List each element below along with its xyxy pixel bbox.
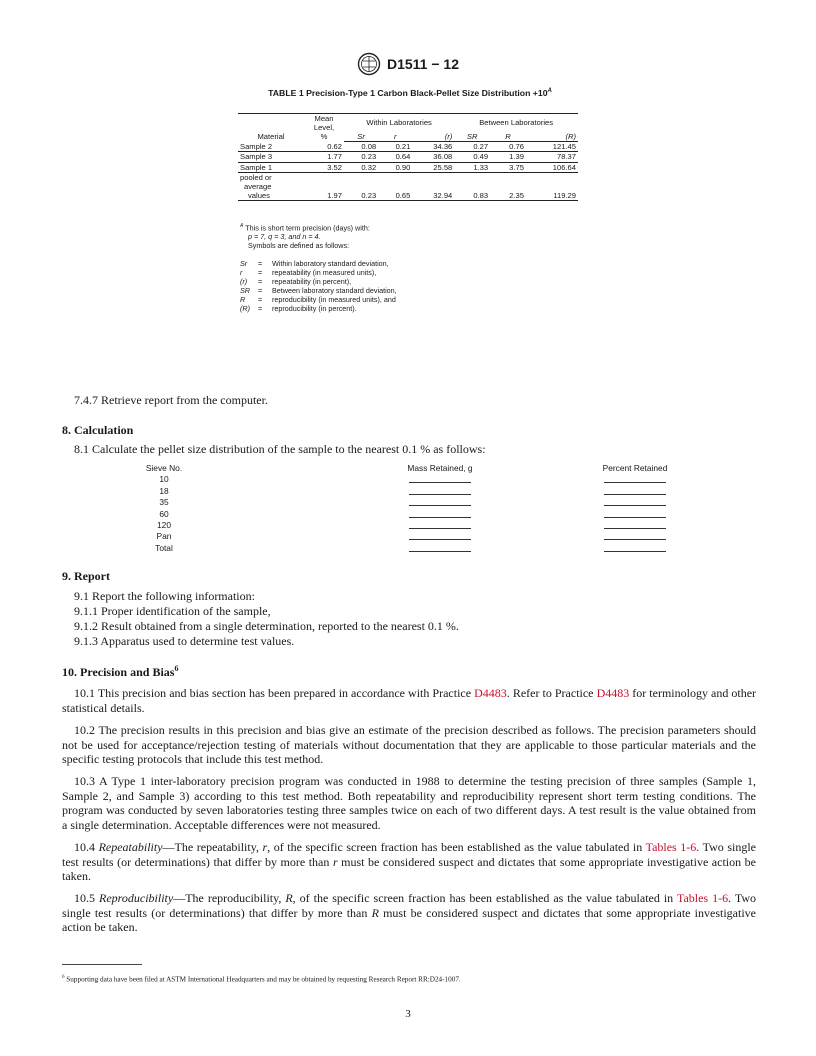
col-SR: SR	[454, 128, 490, 142]
symbol-row	[240, 259, 580, 268]
mass-blank-line	[409, 474, 471, 483]
p10-5-symbol: R	[285, 891, 293, 905]
sieve-no: 35	[159, 497, 169, 508]
p10-4-num: 10.4	[74, 840, 99, 854]
p10-5-text-b: , of the specific screen fraction has been established as the value tabulated in	[292, 891, 677, 905]
pooled-label-line1: pooled or	[240, 172, 272, 182]
cell-sr: 0.32	[344, 162, 378, 172]
sieve-no: 60	[159, 508, 169, 519]
sieve-row	[120, 543, 680, 554]
document-header	[0, 52, 816, 76]
document-id: D1511 − 12	[386, 56, 459, 72]
footnote-mark: 6	[62, 975, 65, 980]
section-heading-8: 8. Calculation	[62, 423, 134, 437]
cell-R: 3.75	[490, 162, 526, 172]
link-d4483[interactable]: D4483	[596, 686, 630, 700]
percent-blank-line	[604, 497, 666, 506]
sieve-row	[120, 531, 680, 542]
paragraph-10-2: 10.2 The precision results in this precision and bias give an estimate of the precision described as follows. The precision parameters should not be used for acceptance/rejection testing of materials without documentation that they are applicable to those particular materials and the specific testing protocols that include this test method.	[62, 723, 756, 766]
p10-4-text-a: —The repeatability,	[162, 840, 263, 854]
mass-blank-line	[409, 509, 471, 518]
symbol-eq: =	[258, 295, 263, 305]
table1-notes	[240, 222, 580, 313]
page-number: 3	[405, 1008, 411, 1020]
cell-sr: 0.23	[344, 172, 378, 201]
col-group-between: Between Laboratories	[454, 114, 578, 128]
percent-blank-line	[604, 474, 666, 483]
pooled-label-line2: average	[244, 181, 272, 191]
symbol-eq: =	[258, 304, 263, 314]
symbol-row	[240, 295, 580, 304]
link-tables-1-6[interactable]: Tables 1-6	[676, 891, 729, 905]
symbol-eq: =	[258, 277, 263, 287]
col-mean-level	[304, 114, 344, 142]
note-line-1	[240, 222, 580, 232]
mass-blank-line	[409, 520, 471, 529]
cell-R: 1.39	[490, 152, 526, 162]
p10-4-symbol: r	[332, 854, 338, 869]
symbol-eq: =	[258, 286, 263, 296]
cell-mean: 0.62	[304, 142, 344, 152]
p10-4-symbol: r	[262, 840, 268, 854]
p10-5-text-a: —The reproducibility,	[173, 891, 286, 905]
cell-SR: 1.33	[454, 162, 490, 172]
sieve-header-row	[120, 463, 680, 474]
sieve-no: 120	[157, 519, 171, 530]
note-text-1: This is short term precision (days) with:	[245, 223, 370, 233]
cell-material: Sample 2	[238, 142, 304, 152]
p10-5-text-c: . Two single test results (or determinations) that differ by more than	[62, 891, 756, 920]
symbol-key: SR	[240, 286, 250, 296]
p10-1-text-b: . Refer to Practice	[506, 686, 597, 700]
cell-R-pct: 78.37	[526, 152, 578, 162]
paragraph-9-1-1: 9.1.1 Proper identification of the sample,	[74, 604, 271, 618]
symbol-eq: =	[258, 268, 263, 278]
cell-SR: 0.49	[454, 152, 490, 162]
col-R-pct: (R)	[526, 128, 578, 142]
p10-5-text-d: must be considered suspect and dictates that some appropriate investigative action be taken.	[62, 905, 756, 934]
sieve-no: Total	[155, 542, 173, 553]
cell-R: 2.35	[490, 172, 526, 201]
cell-mean: 3.52	[304, 162, 344, 172]
cell-r: 0.65	[378, 172, 412, 201]
cell-r: 0.90	[378, 162, 412, 172]
sieve-no: 10	[159, 474, 169, 485]
sieve-no: Pan	[156, 531, 172, 542]
cell-SR: 0.83	[454, 172, 490, 201]
note-line-2: p = 7, q = 3, and n = 4.	[248, 232, 321, 242]
symbol-definitions	[240, 259, 580, 313]
symbol-desc: Within laboratory standard deviation,	[272, 259, 389, 269]
cell-pooled-label	[238, 172, 304, 201]
cell-material: Sample 1	[238, 162, 304, 172]
precision-table	[238, 113, 578, 201]
symbol-key: (R)	[240, 304, 250, 314]
footnote-text: Supporting data have been filed at ASTM International Headquarters and may be obtained by requesting Research Report RR:D24-1007.	[64, 975, 461, 984]
cell-material: Sample 3	[238, 152, 304, 162]
paragraph-10-3: 10.3 A Type 1 inter-laboratory precision program was conducted in 1988 to determine the testing precision of three samples (Sample 1, Sample 2, and Sample 3) according to this test method. Both repeatability and reproducibility represent short term testing conditions. The program was conducted by seven laboratories testing three samples twice on each of two different days. A test result is the value obtained from a single determination. Acceptable differences were not measured.	[62, 774, 756, 832]
paragraph-8-1: 8.1 Calculate the pellet size distribution of the sample to the nearest 0.1 % as follows:	[74, 442, 486, 456]
sieve-no: 18	[159, 485, 169, 496]
sieve-row	[120, 474, 680, 485]
symbol-row	[240, 268, 580, 277]
table1-title-text: TABLE 1 Precision-Type 1 Carbon Black-Pellet Size Distribution +10	[268, 87, 548, 98]
note-footnote-mark: A	[240, 223, 244, 229]
p10-4-term: Repeatability	[98, 840, 163, 854]
section-heading-10	[62, 664, 178, 680]
mass-blank-line	[409, 531, 471, 540]
p10-5-num: 10.5	[74, 891, 99, 905]
cell-R-pct: 121.45	[526, 142, 578, 152]
cell-mean: 1.77	[304, 152, 344, 162]
p10-4-text-b: , of the specific screen fraction has been established as the value tabulated in	[267, 840, 646, 854]
percent-blank-line	[604, 486, 666, 495]
paragraph-10-5	[62, 891, 756, 935]
p10-1-text-c: for terminology and other statistical details.	[62, 686, 757, 715]
mean-level-line3: %	[320, 132, 328, 142]
sieve-col-header: Sieve No.	[145, 463, 183, 473]
table-row	[238, 162, 578, 172]
sieve-row	[120, 486, 680, 497]
symbol-desc: Between laboratory standard deviation,	[272, 286, 397, 296]
p10-4-text-d: must be considered suspect and dictates that some appropriate investigative action be taken.	[62, 854, 757, 883]
mass-blank-line	[409, 497, 471, 506]
p10-4-text-c: . Two single test results (or determinations) that differ by more than	[62, 840, 756, 869]
percent-col-header: Percent Retained	[602, 463, 668, 473]
cell-mean: 1.97	[304, 172, 344, 201]
percent-blank-line	[604, 531, 666, 540]
cell-R: 0.76	[490, 142, 526, 152]
col-group-within: Within Laboratories	[344, 114, 454, 128]
symbol-key: R	[240, 295, 246, 305]
sieve-row	[120, 497, 680, 508]
mass-col-header: Mass Retained, g	[407, 463, 473, 473]
symbol-desc: repeatability (in percent),	[272, 277, 352, 287]
table1-title	[240, 86, 580, 98]
percent-blank-line	[604, 509, 666, 518]
p10-5-symbol: R	[371, 905, 379, 920]
paragraph-10-4	[62, 840, 756, 884]
symbol-row	[240, 286, 580, 295]
symbol-key: (r)	[240, 277, 248, 287]
col-sr: Sr	[344, 128, 378, 142]
symbol-desc: reproducibility (in measured units), and	[272, 295, 396, 305]
note-line-3: Symbols are defined as follows:	[248, 241, 350, 251]
sieve-table	[120, 463, 680, 554]
mean-level-line2: Level,	[313, 123, 335, 133]
section-heading-10-text: 10. Precision and Bias	[62, 665, 175, 679]
symbol-row	[240, 304, 580, 313]
percent-blank-line	[604, 520, 666, 529]
footnote-ref-6: 6	[174, 664, 179, 673]
cell-r-pct: 32.94	[412, 172, 454, 201]
symbol-row	[240, 277, 580, 286]
cell-r: 0.21	[378, 142, 412, 152]
table1-title-footnote-mark: A	[547, 88, 552, 94]
symbol-key: Sr	[240, 259, 248, 269]
col-r: r	[378, 128, 412, 142]
section-heading-9: 9. Report	[62, 569, 110, 583]
cell-R-pct: 119.29	[526, 172, 578, 201]
mass-blank-line	[409, 543, 471, 552]
footnote-divider	[62, 964, 142, 965]
cell-r: 0.64	[378, 152, 412, 162]
paragraph-9-1-2: 9.1.2 Result obtained from a single determination, reported to the nearest 0.1 %.	[74, 619, 459, 633]
table-row	[238, 152, 578, 162]
col-material: Material	[238, 114, 304, 142]
cell-sr: 0.08	[344, 142, 378, 152]
pooled-label-line3: values	[248, 191, 270, 201]
table-row	[238, 142, 578, 152]
paragraph-9-1: 9.1 Report the following information:	[74, 589, 255, 603]
col-r-pct: (r)	[412, 128, 454, 142]
percent-blank-line	[604, 543, 666, 552]
paragraph-7-4-7: 7.4.7 Retrieve report from the computer.	[74, 393, 268, 407]
cell-r-pct: 25.58	[412, 162, 454, 172]
link-d4483[interactable]: D4483	[474, 686, 507, 700]
p10-1-text-a: 10.1 This precision and bias section has been prepared in accordance with Practice	[74, 686, 475, 700]
paragraph-10-1	[62, 686, 756, 715]
symbol-key: r	[240, 268, 243, 278]
symbol-desc: repeatability (in measured units),	[272, 268, 377, 278]
cell-R-pct: 106.64	[526, 162, 578, 172]
symbol-eq: =	[258, 259, 263, 269]
p10-5-term: Reproducibility	[98, 891, 174, 905]
col-R: R	[490, 128, 526, 142]
table-row-pooled	[238, 172, 578, 201]
sieve-row	[120, 520, 680, 531]
astm-logo-icon	[357, 52, 381, 76]
mean-level-line1: Mean	[314, 114, 334, 123]
mass-blank-line	[409, 486, 471, 495]
link-tables-1-6[interactable]: Tables 1-6	[645, 840, 697, 854]
paragraph-9-1-3: 9.1.3 Apparatus used to determine test values.	[74, 634, 295, 648]
cell-SR: 0.27	[454, 142, 490, 152]
cell-r-pct: 34.36	[412, 142, 454, 152]
cell-r-pct: 36.08	[412, 152, 454, 162]
sieve-row	[120, 509, 680, 520]
symbol-desc: reproducibility (in percent).	[272, 304, 357, 314]
footnote-6	[62, 975, 756, 983]
cell-sr: 0.23	[344, 152, 378, 162]
